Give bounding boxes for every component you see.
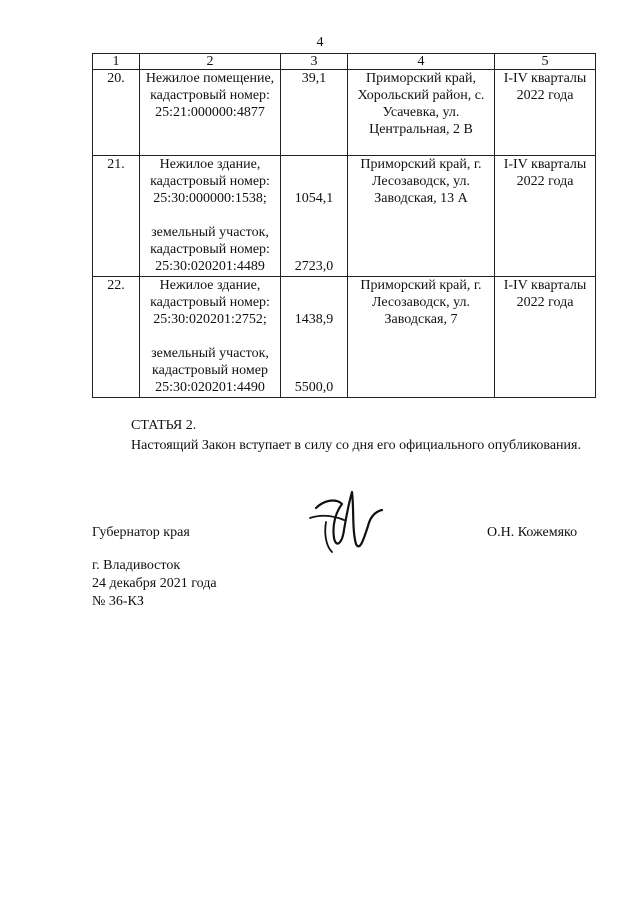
column-header: 5 (495, 54, 596, 70)
column-header: 2 (140, 54, 281, 70)
column-header: 1 (93, 54, 140, 70)
table-header-row (93, 54, 596, 70)
area-value: 5500,0 (294, 380, 334, 395)
column-header: 4 (348, 54, 495, 70)
object-text: Нежилое здание, кадастровый номер: 25:30:000000:1538; (150, 157, 270, 206)
object-text: земельный участок, кадастровый номер: 25:30:020201:4489 (150, 225, 270, 274)
address-cell: Приморский край, г. Лесозаводск, ул. Заводская, 13 А (348, 156, 495, 277)
date: 24 декабря 2021 года (92, 576, 217, 591)
article-text: Настоящий Закон вступает в силу со дня его официального опубликования. (131, 438, 581, 453)
governor-title: Губернатор края (92, 525, 190, 540)
table-row (93, 70, 596, 156)
article-title: СТАТЬЯ 2. (131, 418, 197, 433)
area-cell (281, 277, 348, 398)
address-cell: Приморский край, г. Лесозаводск, ул. Заводская, 7 (348, 277, 495, 398)
period-cell: I-IV кварталы 2022 года (495, 70, 596, 156)
address-cell: Приморский край, Хорольский район, с. Усачевка, ул. Центральная, 2 В (348, 70, 495, 156)
area-value: 39,1 (301, 71, 327, 86)
object-description (140, 70, 281, 156)
period-cell: I-IV кварталы 2022 года (495, 277, 596, 398)
row-number: 21. (93, 156, 140, 277)
column-header: 3 (281, 54, 348, 70)
governor-name: О.Н. Кожемяко (487, 525, 578, 540)
object-text: Нежилое помещение, кадастровый номер: 25:21:000000:4877 (145, 71, 275, 120)
object-text: земельный участок, кадастровый номер 25:30:020201:4490 (151, 346, 269, 395)
law-number: № 36-КЗ (92, 594, 144, 609)
object-description (140, 156, 281, 277)
row-number: 20. (93, 70, 140, 156)
area-value: 2723,0 (294, 259, 334, 274)
area-value: 1054,1 (294, 191, 334, 206)
table-row (93, 277, 596, 398)
period-cell: I-IV кварталы 2022 года (495, 156, 596, 277)
property-table (92, 53, 596, 398)
area-value: 1438,9 (294, 312, 334, 327)
place-date-block (92, 557, 217, 611)
table-row (93, 156, 596, 277)
object-description (140, 277, 281, 398)
page-number: 4 (316, 35, 324, 50)
row-number: 22. (93, 277, 140, 398)
object-text: Нежилое здание, кадастровый номер: 25:30:020201:2752; (150, 278, 270, 327)
city: г. Владивосток (92, 558, 181, 573)
handwritten-signature (296, 478, 396, 558)
area-cell (281, 70, 348, 156)
area-cell (281, 156, 348, 277)
